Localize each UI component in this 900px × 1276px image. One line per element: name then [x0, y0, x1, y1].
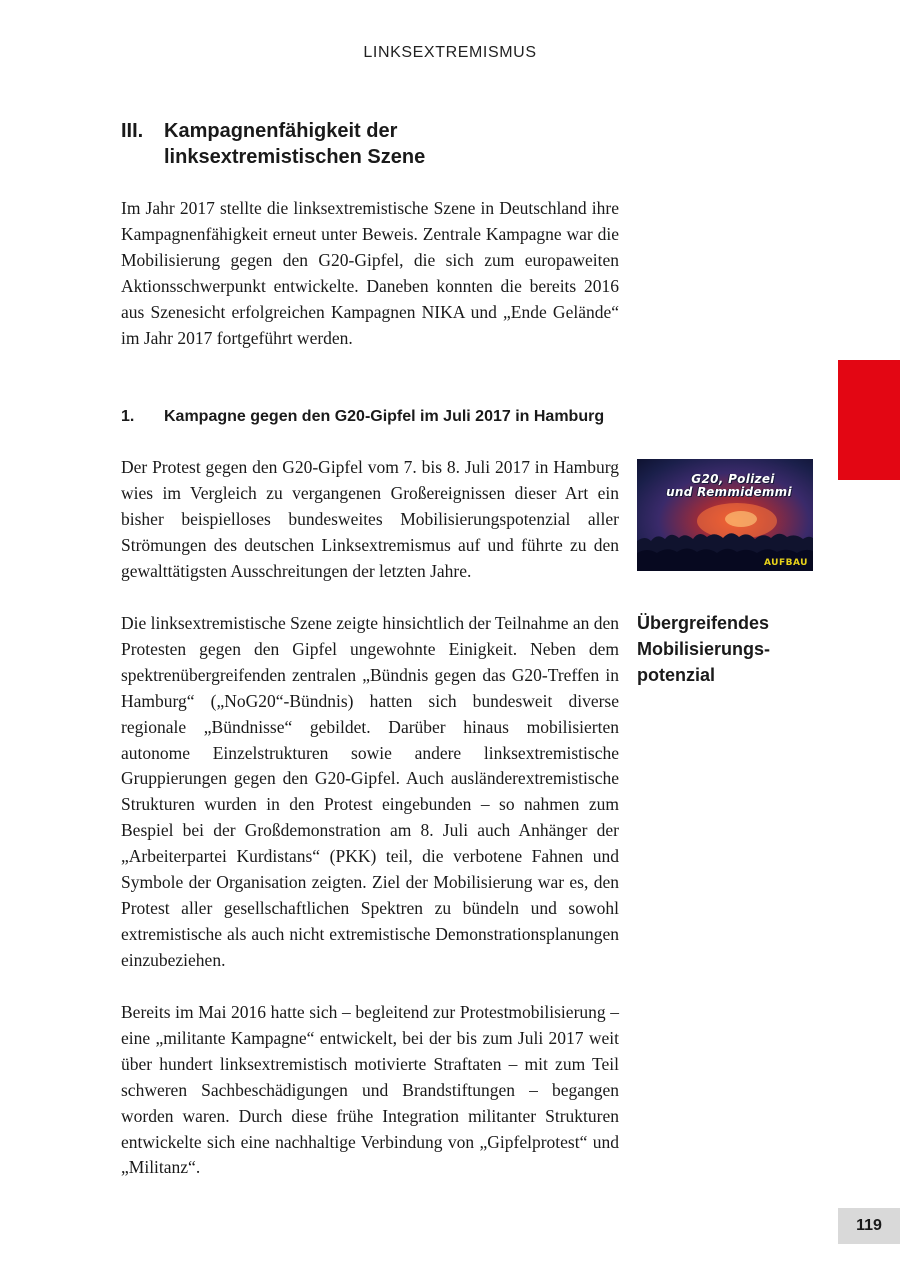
body-paragraph-3: Bereits im Mai 2016 hatte sich – begleitend zur Protestmobilisierung – eine „militante Kampagne“ entwickelt, bei der bis zum Juli 2017 weit über hundert linksextremistisch motivierte Straftaten – mit zum Teil schweren Sachbeschädigungen und Brandstiftungen – begangen worden waren. Durch diese frühe Integration militanter Strukturen entwickelte sich eine nachhaltige Verbindung von „Gipfelprotest“ und „Militanz“.: [121, 1002, 619, 1178]
margin-note-line3: potenzial: [637, 665, 716, 685]
chapter-title-line1: Kampagnenfähigkeit der: [164, 120, 398, 142]
margin-note-line2: Mobilisierungs-: [637, 639, 771, 659]
section-heading: [121, 406, 641, 428]
section-title: Kampagne gegen den G20-Gipfel im Juli 2017 in Hamburg: [164, 408, 605, 425]
protest-poster-image: [637, 459, 813, 571]
chapter-color-tab: [838, 360, 900, 480]
margin-note-line1: Übergreifendes: [637, 613, 770, 633]
running-head: LINKSEXTREMISMUS: [363, 44, 537, 61]
image-caption-line2: und Remmidemmi: [666, 485, 792, 499]
chapter-number: III.: [121, 120, 144, 142]
body-paragraph-1: Der Protest gegen den G20-Gipfel vom 7. bis 8. Juli 2017 in Hamburg wies im Vergleich zu vergangenen Großereignissen dieser Art ein bisher beispielloses bundesweites Mobilisierungspotenzial aller Strömungen des deutschen Linksextremismus auf und führte zu den gewalttätigsten Ausschreitungen der letzten Jahre.: [121, 457, 619, 581]
section-number: 1.: [121, 408, 135, 425]
intro-paragraph: Im Jahr 2017 stellte die linksextremistische Szene in Deutschland ihre Kampagnenfähigkeit erneut unter Beweis. Zentrale Kampagne war die Mobilisierung gegen den G20-Gipfel, die sich zum europaweiten Aktionsschwerpunkt entwickelte. Daneben konnten die bereits 2016 aus Szenesicht erfolgreichen Kampagnen NIKA und „Ende Gelände“ im Jahr 2017 fortgeführt werden.: [121, 198, 619, 348]
margin-note: [637, 610, 837, 688]
chapter-title-line2: linksextremistischen Szene: [164, 146, 426, 168]
image-brand-logo: AUFBAU: [763, 558, 808, 568]
body-paragraph-2: Die linksextremistische Szene zeigte hinsichtlich der Teilnahme an den Protesten gegen den Gipfel ungewohnte Einigkeit. Neben dem spektrenübergreifenden zentralen „Bündnis gegen das G20-Treffen in Hamburg“ („NoG20“-Bündnis) hatten sich bundesweit diverse regionale „Bündnisse“ gebildet. Darüber hinaus mobilisierten autonome Einzelstrukturen sowie andere linksextremistische Gruppierungen gegen den G20-Gipfel. Auch ausländerextremistische Strukturen wurden in den Protest eingebunden – so nahmen zum Bespiel bei der Großdemonstration am 8. Juli auch Anhänger der „Arbeiterpartei Kurdistans“ (PKK) teil, die verbotene Fahnen und Symbole der Organisation zeigten. Ziel der Mobilisierung war es, den Protest aller gesellschaftlichen Spektren zu bündeln und sowohl extremistische als auch nicht extremistische Demonstrationsplanungen einzubeziehen.: [121, 613, 620, 970]
image-caption-line1: G20, Polizei: [691, 472, 775, 486]
page-number: 119: [838, 1208, 900, 1244]
chapter-heading: [121, 118, 621, 170]
